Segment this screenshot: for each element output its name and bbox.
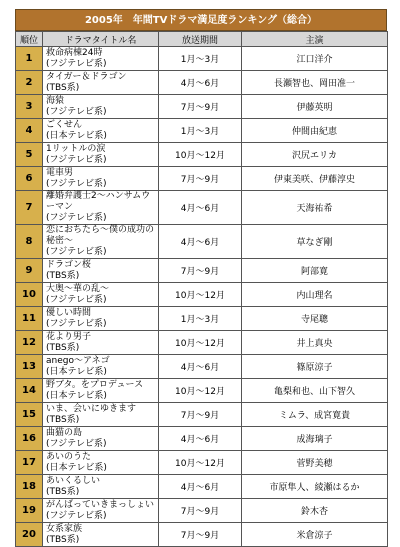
- network: (フジテレビ系): [46, 510, 107, 521]
- network: (TBS系): [46, 414, 80, 425]
- rank-cell: 13: [16, 355, 43, 379]
- table-row: [16, 47, 388, 71]
- period-cell: 4月～6月: [159, 71, 242, 95]
- period-cell: 4月～6月: [159, 225, 242, 259]
- drama-title: 救命病棟24時: [46, 47, 103, 58]
- table-row: [16, 403, 388, 427]
- title-cell: [43, 283, 159, 307]
- period-cell: 4月～6月: [159, 191, 242, 225]
- title-cell: [43, 71, 159, 95]
- period-cell: 10月～12月: [159, 283, 242, 307]
- table-row: [16, 259, 388, 283]
- rank-cell: 5: [16, 143, 43, 167]
- cast-cell: 市原隼人、綾瀬はるか: [242, 475, 388, 499]
- cast-cell: 長瀬智也、岡田准一: [242, 71, 388, 95]
- rank-cell: 10: [16, 283, 43, 307]
- network: (日本テレビ系): [46, 130, 107, 141]
- table-row: [16, 451, 388, 475]
- network: (日本テレビ系): [46, 366, 107, 377]
- table-row: [16, 167, 388, 191]
- rank-cell: 12: [16, 331, 43, 355]
- rank-cell: 15: [16, 403, 43, 427]
- header-cast: 主演: [242, 32, 388, 47]
- drama-title: 電車男: [46, 167, 74, 178]
- table-row: [16, 307, 388, 331]
- table-title: 2005年 年間TVドラマ満足度ランキング（総合）: [15, 9, 387, 31]
- rank-cell: 11: [16, 307, 43, 331]
- table-row: [16, 523, 388, 547]
- title-cell: [43, 167, 159, 191]
- period-cell: 10月～12月: [159, 379, 242, 403]
- cast-cell: 阿部寛: [242, 259, 388, 283]
- title-cell: [43, 225, 159, 259]
- period-cell: 7月～9月: [159, 167, 242, 191]
- network: (TBS系): [46, 270, 80, 281]
- title-cell: [43, 451, 159, 475]
- rank-cell: 3: [16, 95, 43, 119]
- period-cell: 4月～6月: [159, 355, 242, 379]
- network: (フジテレビ系): [46, 213, 107, 223]
- table-row: [16, 95, 388, 119]
- drama-title: 大奥～華の乱～: [46, 283, 110, 294]
- title-cell: [43, 355, 159, 379]
- title-cell: [43, 331, 159, 355]
- table-row: [16, 355, 388, 379]
- cast-cell: 鈴木杏: [242, 499, 388, 523]
- network: (フジテレビ系): [46, 294, 107, 305]
- drama-title: 海猿: [46, 95, 65, 106]
- drama-title: 曲猫の島: [46, 427, 83, 438]
- cast-cell: ミムラ、成宮寛貴: [242, 403, 388, 427]
- period-cell: 7月～9月: [159, 403, 242, 427]
- title-cell: [43, 47, 159, 71]
- rank-cell: 18: [16, 475, 43, 499]
- drama-title: タイガー＆ドラゴン: [46, 71, 127, 82]
- cast-cell: 寺尾聰: [242, 307, 388, 331]
- network: (TBS系): [46, 82, 80, 93]
- rank-cell: 2: [16, 71, 43, 95]
- network: (フジテレビ系): [46, 247, 107, 257]
- title-cell: [43, 143, 159, 167]
- network: (フジテレビ系): [46, 438, 107, 449]
- title-cell: [43, 259, 159, 283]
- cast-cell: 米倉涼子: [242, 523, 388, 547]
- header-period: 放送期間: [159, 32, 242, 47]
- rank-cell: 14: [16, 379, 43, 403]
- period-cell: 10月～12月: [159, 331, 242, 355]
- drama-title: あいのうた: [46, 451, 92, 462]
- cast-cell: 伊藤英明: [242, 95, 388, 119]
- period-cell: 7月～9月: [159, 499, 242, 523]
- header-title: ドラマタイトル名: [43, 32, 159, 47]
- network: (フジテレビ系): [46, 318, 107, 329]
- rank-cell: 17: [16, 451, 43, 475]
- rank-cell: 6: [16, 167, 43, 191]
- network: (フジテレビ系): [46, 58, 107, 69]
- network: (フジテレビ系): [46, 106, 107, 117]
- period-cell: 1月～3月: [159, 307, 242, 331]
- period-cell: 10月～12月: [159, 451, 242, 475]
- network: (日本テレビ系): [46, 390, 107, 401]
- table-row: [16, 119, 388, 143]
- header-rank: 順位: [16, 32, 43, 47]
- period-cell: 4月～6月: [159, 475, 242, 499]
- rank-cell: 4: [16, 119, 43, 143]
- cast-cell: 沢尻エリカ: [242, 143, 388, 167]
- cast-cell: 菅野美穂: [242, 451, 388, 475]
- period-cell: 4月～6月: [159, 427, 242, 451]
- cast-cell: 篠原涼子: [242, 355, 388, 379]
- drama-title: 野ブタ。をプロデュース: [46, 379, 144, 390]
- rank-cell: 7: [16, 191, 43, 225]
- rank-cell: 20: [16, 523, 43, 547]
- title-cell: [43, 119, 159, 143]
- rank-cell: 1: [16, 47, 43, 71]
- network: (TBS系): [46, 486, 80, 497]
- cast-cell: 草なぎ剛: [242, 225, 388, 259]
- period-cell: 1月～3月: [159, 47, 242, 71]
- period-cell: 7月～9月: [159, 259, 242, 283]
- rank-cell: 9: [16, 259, 43, 283]
- title-cell: [43, 403, 159, 427]
- period-cell: 7月～9月: [159, 523, 242, 547]
- cast-cell: 仲間由紀恵: [242, 119, 388, 143]
- rank-cell: 8: [16, 225, 43, 259]
- title-cell: [43, 95, 159, 119]
- ranking-table-frame: [15, 9, 387, 547]
- drama-title: 恋におちたら～僕の成功の秘密～: [46, 225, 155, 246]
- ranking-rows: [16, 47, 388, 547]
- title-cell: [43, 523, 159, 547]
- cast-cell: 江口洋介: [242, 47, 388, 71]
- title-cell: [43, 427, 159, 451]
- ranking-table: [15, 31, 388, 547]
- table-row: [16, 499, 388, 523]
- title-cell: [43, 379, 159, 403]
- table-row: [16, 379, 388, 403]
- title-cell: [43, 307, 159, 331]
- network: (TBS系): [46, 534, 80, 545]
- table-row: [16, 475, 388, 499]
- cast-cell: 井上真央: [242, 331, 388, 355]
- table-row: [16, 225, 388, 259]
- drama-title: 優しい時間: [46, 307, 92, 318]
- period-cell: 1月～3月: [159, 119, 242, 143]
- title-cell: [43, 499, 159, 523]
- drama-title: ドラゴン桜: [46, 259, 92, 270]
- rank-cell: 19: [16, 499, 43, 523]
- table-row: [16, 331, 388, 355]
- table-row: [16, 191, 388, 225]
- cast-cell: 成海璃子: [242, 427, 388, 451]
- drama-title: あいくるしい: [46, 475, 101, 486]
- network: (日本テレビ系): [46, 462, 107, 473]
- title-cell: [43, 191, 159, 225]
- drama-title: がんばっていきまっしょい: [46, 499, 155, 510]
- period-cell: 7月～9月: [159, 95, 242, 119]
- cast-cell: 内山理名: [242, 283, 388, 307]
- drama-title: 女系家族: [46, 523, 83, 534]
- rank-cell: 16: [16, 427, 43, 451]
- cast-cell: 亀梨和也、山下智久: [242, 379, 388, 403]
- table-row: [16, 283, 388, 307]
- table-row: [16, 427, 388, 451]
- header-row: [16, 32, 388, 47]
- drama-title: いま、会いにゆきます: [46, 403, 137, 414]
- table-row: [16, 71, 388, 95]
- drama-title: 離婚弁護士2～ハンサムウーマン: [46, 191, 151, 212]
- drama-title: 花より男子: [46, 331, 92, 342]
- network: (フジテレビ系): [46, 154, 107, 165]
- cast-cell: 天海祐希: [242, 191, 388, 225]
- title-cell: [43, 475, 159, 499]
- cast-cell: 伊東美咲、伊藤淳史: [242, 167, 388, 191]
- network: (TBS系): [46, 342, 80, 353]
- table-row: [16, 143, 388, 167]
- period-cell: 10月～12月: [159, 143, 242, 167]
- drama-title: 1リットルの涙: [46, 143, 106, 154]
- drama-title: ごくせん: [46, 119, 83, 130]
- drama-title: anego～アネゴ: [46, 355, 110, 366]
- network: (フジテレビ系): [46, 178, 107, 189]
